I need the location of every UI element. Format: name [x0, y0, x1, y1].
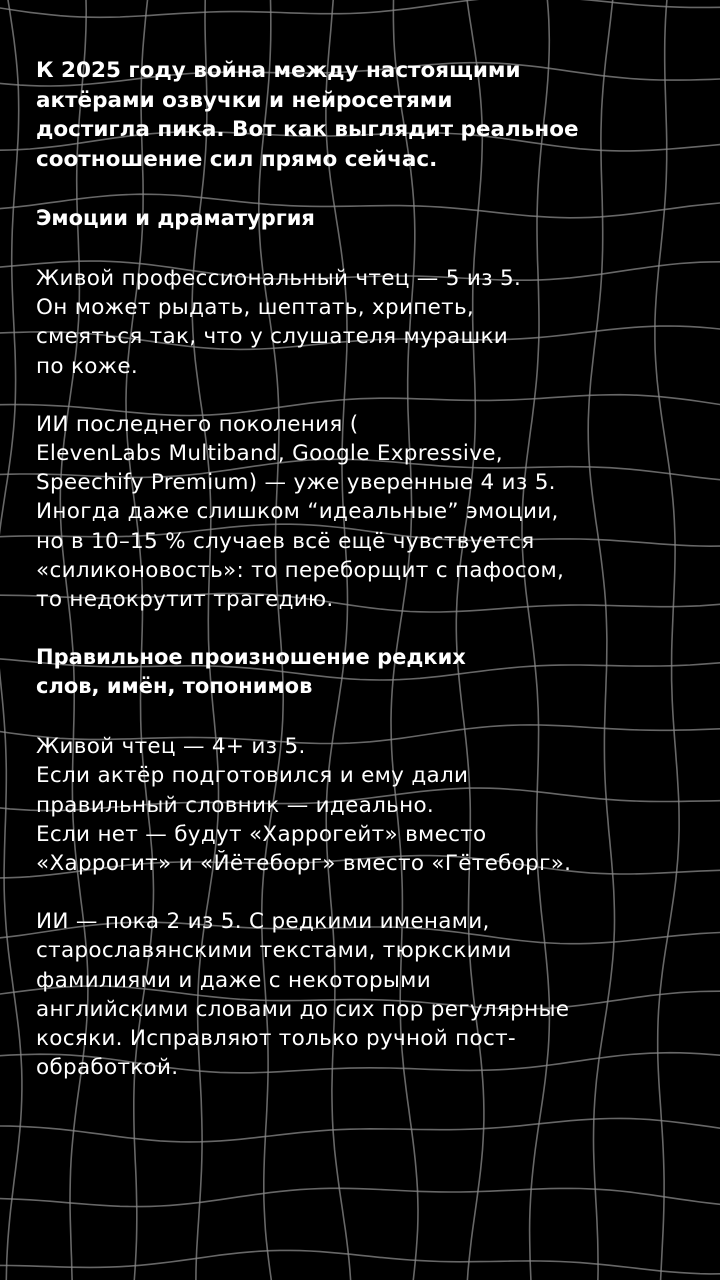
ai-voice-pronunciation-paragraph: [36, 907, 696, 1082]
human-voice-pronunciation-paragraph: [36, 732, 696, 878]
text-line: ИИ последнего поколения (: [36, 411, 359, 437]
intro-line: соотношение сил прямо сейчас.: [36, 146, 438, 172]
text-line: ElevenLabs Multiband, Google Expressive,: [36, 441, 503, 467]
text-line: английскими словами до сих пор регулярные: [36, 996, 570, 1022]
heading-line: Эмоции и драматургия: [36, 206, 315, 230]
text-line: по коже.: [36, 353, 139, 379]
section-heading-pronunciation: [36, 643, 696, 701]
text-line: ИИ — пока 2 из 5. С редкими именами,: [36, 909, 490, 935]
human-voice-emotions-paragraph: [36, 264, 696, 381]
intro-line: достигла пика. Вот как выглядит реальное: [36, 117, 579, 142]
text-line: старославянскими текстами, тюркскими: [36, 938, 512, 964]
text-line: Иногда даже слишком “идеальные” эмоции,: [36, 499, 559, 525]
ai-voice-emotions-paragraph: [36, 410, 696, 614]
grid-line-vertical: [0, 0, 22, 1280]
text-line: то недокрутит трагедию.: [36, 587, 334, 613]
text-line: правильный словник — идеально.: [36, 792, 435, 818]
grid-line-horizontal: [0, 1118, 720, 1142]
text-line: но в 10–15 % случаев всё ещё чувствуется: [36, 528, 535, 554]
text-line: смеяться так, что у слушателя мурашки: [36, 324, 509, 350]
text-line: косяки. Исправляют только ручной пост-: [36, 1026, 516, 1052]
heading-line: Правильное произношение редких: [36, 645, 466, 670]
grid-line-horizontal: [0, 1250, 720, 1274]
text-line: Если нет — будут «Харрогейт» вместо: [36, 821, 487, 847]
text-line: Живой чтец — 4+ из 5.: [36, 734, 306, 760]
text-line: Если актёр подготовился и ему дали: [36, 763, 469, 789]
intro-paragraph: [36, 56, 696, 174]
text-line: Он может рыдать, шептать, хрипеть,: [36, 295, 475, 321]
story-text: [36, 56, 696, 1111]
intro-line: актёрами озвучки и нейросетями: [36, 87, 453, 113]
text-line: «Харрогит» и «Йётеборг» вместо «Гётеборг».: [36, 851, 572, 877]
text-line: «силиконовость»: то переборщит с пафосом,: [36, 557, 565, 583]
text-line: фамилиями и даже с некоторыми: [36, 967, 431, 993]
grid-line-horizontal: [0, 1188, 720, 1206]
intro-line: К 2025 году война между настоящими: [36, 58, 521, 83]
text-line: Speechify Premium) — уже уверенные 4 из 5.: [36, 470, 556, 496]
section-heading-emotions: [36, 204, 696, 233]
text-line: обработкой.: [36, 1055, 179, 1081]
heading-line: слов, имён, топонимов: [36, 674, 313, 699]
text-line: Живой профессиональный чтец — 5 из 5.: [36, 266, 522, 291]
